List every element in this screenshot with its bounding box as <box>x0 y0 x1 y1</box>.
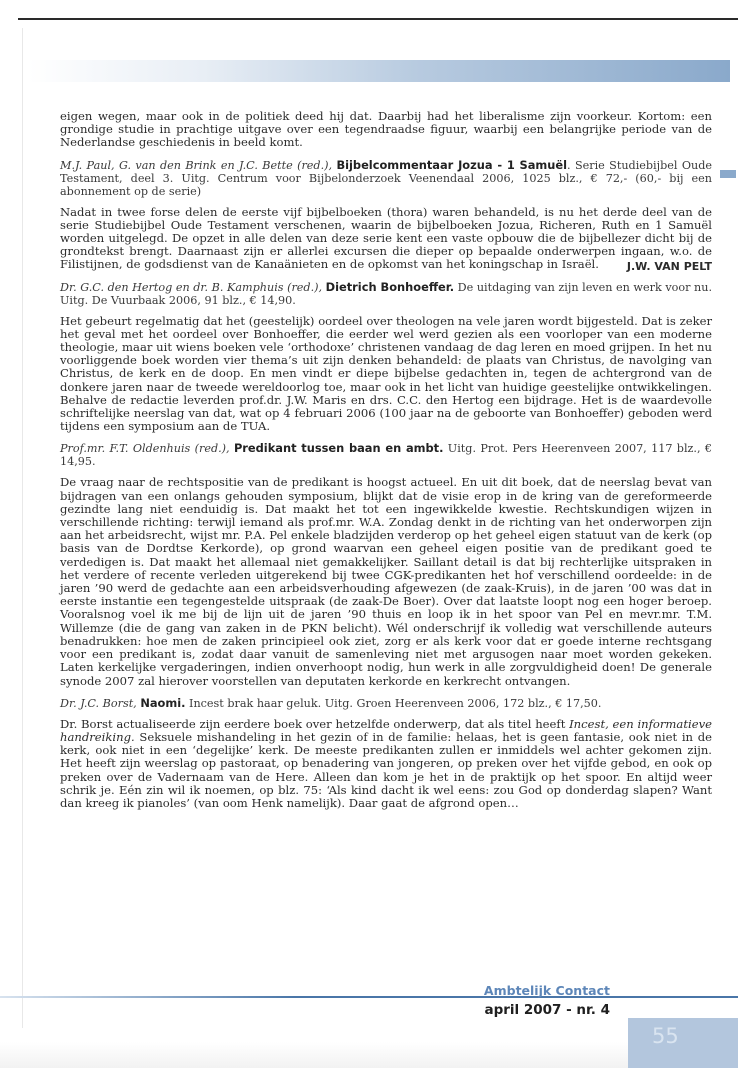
book-title: Bijbelcommentaar Jozua - 1 Samuël <box>336 157 568 172</box>
book-title: Naomi. <box>140 695 186 710</box>
page-number-box <box>628 1018 738 1068</box>
book-details: Incest brak haar geluk. Uitg. Groen Heerenveen 2006, 172 blz., € 17,50. <box>185 696 602 710</box>
footer-rule <box>0 996 738 998</box>
book-details: . Serie Studiebijbel Oude Testament, deel 3. Uitg. Centrum voor Bijbelonderzoek Veenendaal 2006, 1025 blz., € 72,- (60,- bij een abonnement op de serie) <box>60 158 712 198</box>
paragraph-text: Dr. Borst actualiseerde zijn eerdere boek over hetzelfde onderwerp, dat als titel heeft <box>60 716 570 731</box>
article-body <box>60 110 712 819</box>
magazine-name: Ambtelijk Contact <box>483 983 610 998</box>
book-reference <box>60 442 712 468</box>
book-authors: Dr. J.C. Borst, <box>60 696 137 710</box>
book-details: De uitdaging van zijn leven en werk voor nu. Uitg. De Vuurbaak 2006, 91 blz., € 14,90. <box>60 280 712 307</box>
book-reference <box>60 697 712 710</box>
paragraph <box>60 718 712 810</box>
book-title: Dietrich Bonhoeffer. <box>325 279 455 294</box>
paragraph: Het gebeurt regelmatig dat het (geestelijk) oordeel over theologen na vele jaren wordt bijgesteld. Dat is zeker het geval met het oordeel over Bonhoeffer, die eerder wel werd gezien als een voorloper van een moderne theologie, maar uit wiens boeken vele ‘orthodoxe’ christenen vandaag de dag leren en moed grijpen. In het nu voorliggende boek worden vier thema’s uit zijn denken behandeld: de plaats van Christus, de navolging van Christus, de kerk en de doop. En men vindt er diepe bijbelse gedachten in, tegen de achtergrond van de donkere jaren naar de tweede wereldoorlog toe, maar ook in het licht van huidige geestelijke ontwikkelingen. Behalve de redactie leverden prof.dr. J.W. Maris en drs. C.C. den Hertog een bijdrage. Het is de waardevolle schriftelijke neerslag van dat, wat op 4 februari 2006 (100 jaar na de geboorte van Bonhoeffer) geboden werd tijdens een symposium aan de TUA. <box>60 313 712 434</box>
side-marker <box>720 170 736 178</box>
page-number: 55 <box>652 1024 679 1048</box>
cited-title: Incest, een informatieve handreiking. <box>60 716 712 744</box>
paragraph-text: Seksuele mishandeling in het gezin of in de familie: helaas, het is geen fantasie, ook niet in de kerk, ook niet in een ‘degelijke’ kerk. De meeste predikanten zullen er inmiddels wel achter gekomen zijn. Het heeft zijn weerslag op pastoraat, op benadering van jongeren, op preken over het vijfde gebod, en ook op preken over de Vadernaam van de Here. Alleen dan kom je het in de praktijk op het spoor. En altijd weer schrik je. Eén zin wil ik noemen, op blz. 75: ‘Als kind dacht ik wel eens: zou God op donderdag slapen? Want dan kreeg ik pianoles’ (van oom Henk namelijk). Daar gaat de afgrond open… <box>60 729 712 810</box>
paragraph <box>60 206 712 272</box>
paragraph: eigen wegen, maar ook in de politiek deed hij dat. Daarbij had het liberalisme zijn voorkeur. Kortom: een grondige studie in prachtige uitgave over een tegendraadse figuur, waarbij een belangrijke periode van de Nederlandse geschiedenis in beeld komt. <box>60 109 712 150</box>
margin-line <box>22 28 23 1028</box>
bottom-shadow <box>0 1042 628 1068</box>
book-authors: Prof.mr. F.T. Oldenhuis (red.), <box>60 442 230 456</box>
paragraph-text: Nadat in twee forse delen de eerste vijf bijbelboeken (thora) waren behandeld, is nu het derde deel van de serie Studiebijbel Oude Testament verschenen, waarin de bijbelboeken Jozua, Richeren, Ruth en 1 Samuël worden uitgelegd. De opzet in alle delen van deze serie kent een vaste opbouw die de bijbellezer dicht bij de grondtekst brengt. Daarnaast zijn er allerlei excursen die dieper op bepaalde onderwerpen ingaan, w.o. de Filistijnen, de godsdienst van de Kanaänieten en de opkomst van het koningschap in Israël. <box>60 204 712 272</box>
book-reference <box>60 281 712 307</box>
header-color-band <box>28 60 730 82</box>
book-title: Predikant tussen baan en ambt. <box>233 441 444 456</box>
author-signature: J.W. VAN PELT <box>626 260 712 274</box>
paragraph: De vraag naar de rechtspositie van de predikant is hoogst actueel. En uit dit boek, dat de neerslag bevat van bijdragen van een onlangs gehouden symposium, blijkt dat de visie erop in de kring van de gereformeerde gezindte lang niet eenduidig is. Dat maakt het tot een ingewikkelde kwestie. Rechtskundigen wijzen in verschillende richting: terwijl iemand als prof.mr. W.A. Zondag denkt in de richting van het onderworpen zijn aan het arbeidsrecht, wijst mr. P.A. Pel enkele bladzijden verderop op het geheel eigen statuut van de kerk (op basis van de Dordtse Kerkorde), op grond waarvan een geheel eigen positie van de predikant goed te verdedigen is. Dat maakt het allemaal niet gemakkelijker. Saillant detail is dat bij rechterlijke uitspraken in het verdere of recente verleden uitgerekend bij twee CGK-predikanten het hof verschillend oordeelde: in de jaren ’90 werd de gedachte aan een arbeidsverhouding afgewezen (de zaak-Kruis), in de jaren ’00 was dat in eerste instantie een tegengestelde uitspraak (de zaak-De Boer). Over dat laatste loopt nog een hoger beroep. Vooralsnog voel ik me bij de lijn uit de jaren ’90 thuis en loop ik in het spoor van Pel en mevr.mr. T.M. Willemze (die de gang van zaken in de PKN belicht). Wél onderschrijf ik volledig wat verschillende auteurs benadrukken: hoe men de zaken principieel ook ziet, zorg er als kerk voor dat er goede interne rechtsgang voor een predikant is, zodat daar vanuit de samenleving niet met argusogen naar moet worden gekeken. Laten kerkelijke vergaderingen, indien onverhoopt nodig, hun werk in alle zorgvuldigheid doen! De generale synode 2007 zal hierover voorstellen van deputaten kerkorde en kerkrecht ontvangen. <box>60 475 712 688</box>
book-reference <box>60 159 712 198</box>
footer <box>484 983 610 1018</box>
issue-label: april 2007 - nr. 4 <box>484 1002 610 1018</box>
book-authors: Dr. G.C. den Hertog en dr. B. Kamphuis (red.), <box>60 280 323 294</box>
book-details: Uitg. Prot. Pers Heerenveen 2007, 117 blz., € 14,95. <box>60 442 712 469</box>
book-authors: M.J. Paul, G. van den Brink en J.C. Bette (red.), <box>60 158 333 172</box>
top-rule <box>18 18 738 20</box>
